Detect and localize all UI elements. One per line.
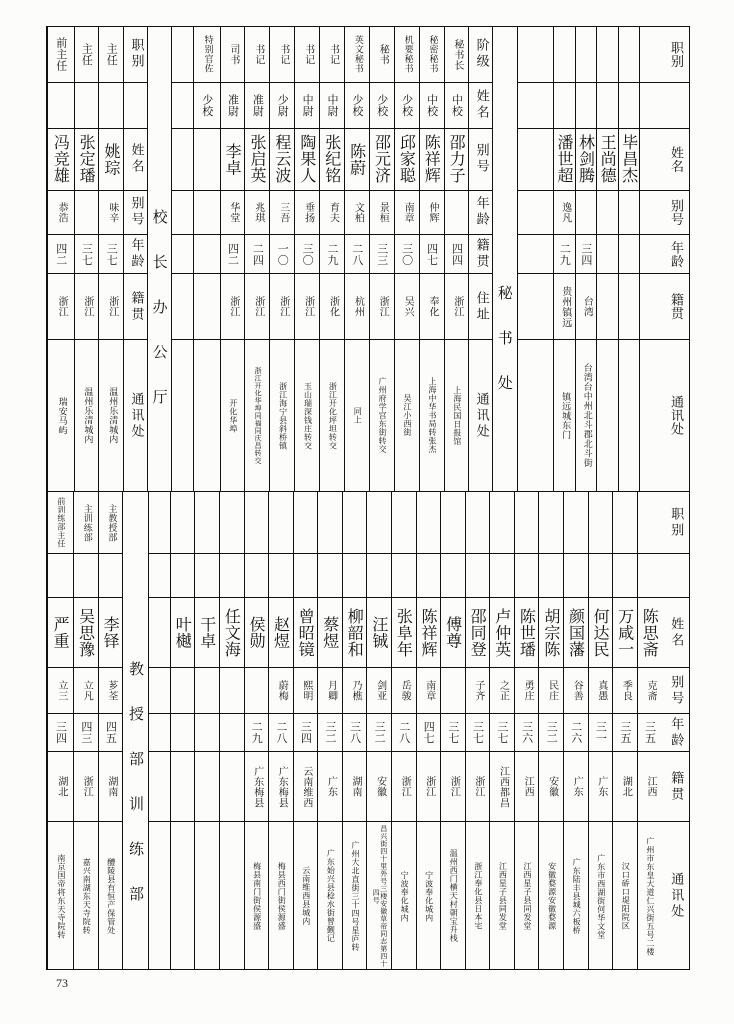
person-age: 二九 (250, 721, 264, 744)
person-name: 毕昌杰 (619, 134, 639, 184)
person-age: 三四 (299, 721, 313, 744)
person-alias: 三吾 (277, 201, 289, 223)
person-age: 三七 (471, 721, 485, 744)
person-alias: 立三 (55, 680, 67, 701)
person-alias: 南章 (402, 201, 414, 223)
person-alias: 仲辉 (427, 201, 439, 223)
header-label-title: 职别 (668, 506, 684, 539)
person-age: 三七 (105, 242, 119, 266)
person-alias: 之正 (497, 680, 509, 701)
person-address: 广州府学宫东街转交 (378, 377, 388, 454)
person-native: 广东梅县 (276, 765, 288, 808)
person-address: 宁波奉化城内 (400, 870, 410, 922)
person-alias: 逸凡 (559, 201, 571, 223)
person-name: 李铎 (101, 616, 121, 649)
person-name: 邱家聪 (397, 134, 417, 184)
person-age: 二八 (274, 721, 288, 744)
person-title: 书记 (302, 43, 314, 65)
column-person-cai-yu (317, 492, 342, 970)
person-alias: 克斋 (644, 680, 656, 701)
person-native: 杭州 (352, 296, 364, 318)
label-title: 职别 (128, 38, 144, 71)
person-name: 张阜年 (394, 607, 414, 658)
person-name: 潘世超 (554, 134, 574, 184)
page-number: 73 (56, 976, 68, 990)
person-age: 三〇 (400, 242, 414, 266)
person-rank: 准尉 (226, 93, 240, 117)
person-title: 司书 (227, 43, 239, 65)
person-name: 冯竞雄 (51, 134, 71, 184)
person-title: 主任 (105, 42, 119, 66)
roster-sheet (46, 26, 690, 970)
person-native: 江西都昌 (497, 765, 509, 808)
person-rank: 中校 (450, 93, 464, 117)
person-name: 任文海 (222, 607, 242, 658)
person-native: 浙江 (472, 776, 484, 797)
header-label-age: 年龄 (668, 240, 683, 268)
person-address: 开化华埠 (228, 398, 238, 433)
person-rank: 少校 (375, 93, 389, 117)
column-unit-teaching-training (122, 492, 148, 970)
person-title: 英文秘书 (352, 35, 363, 74)
person-rank: 准尉 (251, 93, 265, 117)
header-label-age: 年龄 (668, 716, 684, 749)
person-native: 云南维西 (300, 765, 312, 808)
person-native: 广东 (595, 776, 607, 797)
person-title: 特别官佐 (202, 35, 213, 74)
person-name: 陈祥辉 (422, 134, 442, 184)
person-native: 安徽 (374, 776, 386, 797)
person-alias: 华堂 (227, 201, 239, 223)
person-title: 秘书 (377, 43, 389, 65)
person-age: 三三 (375, 242, 389, 266)
column-labels-secretariat (468, 27, 491, 491)
person-alias: 南章 (423, 680, 435, 701)
roster-table-top (47, 27, 689, 492)
unit-label: 校 长 办 公 厅 (150, 209, 169, 411)
person-name: 陈世璠 (517, 607, 537, 658)
person-name: 李卓 (223, 142, 243, 176)
person-alias: 恭浩 (56, 201, 68, 223)
person-address: 江西星子县同发堂 (522, 862, 532, 930)
person-address: 上海中华书局转张杰 (427, 377, 437, 454)
person-name: 叶樾 (173, 616, 193, 649)
header-label-addr: 通讯处 (668, 395, 683, 436)
person-address: 浙江海宁县斜桥镇 (278, 381, 288, 450)
person-alias: 子齐 (472, 680, 484, 701)
person-name: 邵同登 (468, 607, 488, 658)
person-native: 贵州镇远 (559, 285, 571, 328)
column-person-li-zhuo (220, 27, 245, 491)
column-header-labels-bottom (661, 492, 689, 970)
column-person-shao-yuanji (369, 27, 394, 491)
person-title: 书记 (277, 43, 289, 65)
column-person-lin-jianteng (575, 27, 597, 491)
person-address: 云南维西县城内 (301, 866, 311, 926)
column-unit-principal-office (147, 27, 172, 491)
person-age: 三二 (373, 721, 387, 744)
column-person-wu-siyu (73, 492, 98, 970)
column-person-li-duo (98, 492, 123, 970)
column-person-tao-guoren (294, 27, 319, 491)
person-age: 三七 (80, 242, 94, 266)
column-spacer-bottom-1 (148, 492, 169, 970)
label-native: 籍贯 (128, 290, 144, 323)
person-name: 陶果人 (297, 134, 317, 184)
column-person-lu-zhongying (489, 492, 514, 970)
person-title: 主教授部 (106, 503, 117, 542)
column-person-yan-guofan (563, 492, 588, 970)
column-person-shao-tongdeng (465, 492, 490, 970)
person-native: 广东 (325, 776, 337, 797)
column-person-chen-sizhai (637, 492, 662, 970)
column-person-zhang-funian (391, 492, 416, 970)
person-address: 浙江开化坪坦转交 (328, 381, 338, 450)
person-address: 温州乐清城内 (82, 387, 93, 445)
column-person-hu-zongchen (538, 492, 563, 970)
label-title: 阶级 (473, 38, 489, 71)
column-person-shao-lizi (444, 27, 469, 491)
column-spacer-top-3 (171, 27, 193, 491)
person-title: 前主任 (54, 37, 68, 72)
person-address: 梅县南门街侯源盛 (252, 862, 262, 930)
person-age: 四二 (54, 242, 68, 266)
person-age: 三五 (618, 721, 632, 744)
person-alias: 乃樵 (350, 680, 362, 701)
column-person-ye-yue (170, 492, 195, 970)
person-native: 浙江 (106, 296, 118, 318)
person-alias: 兆琪 (252, 201, 264, 223)
person-age: 三四 (54, 721, 68, 744)
person-native: 台湾 (581, 296, 593, 318)
person-name: 严重 (51, 616, 71, 649)
person-name: 陈蔚 (347, 142, 367, 176)
person-age: 二四 (251, 242, 265, 266)
person-rank: 少校 (350, 93, 364, 117)
person-title: 秘书长 (451, 38, 463, 71)
person-age: 四二 (226, 242, 240, 266)
person-address: 吴江小西街 (403, 394, 413, 437)
person-address: 上海民国日报馆 (452, 385, 462, 446)
column-person-qiu-jiacong (394, 27, 419, 491)
column-spacer-top-1 (639, 27, 661, 491)
person-name: 陈思斋 (640, 607, 660, 658)
person-address: 镇远城东门 (560, 391, 571, 440)
person-alias: 季良 (620, 680, 632, 701)
person-age: 二九 (326, 242, 339, 266)
person-age: 二九 (558, 242, 572, 266)
person-address: 广东陆丰县城六板桥 (572, 857, 582, 935)
person-native: 浙江 (302, 296, 314, 318)
person-address: 宁波奉化城内 (424, 870, 434, 922)
person-native: 浙江 (252, 296, 264, 318)
column-person-gan-zhuo (194, 492, 219, 970)
column-person-chen-wei (344, 27, 369, 491)
person-alias: 蔚梅 (276, 680, 288, 701)
header-label-name: 姓名 (668, 145, 683, 173)
person-name: 张启英 (248, 134, 268, 184)
column-person-wan-xianyi (612, 492, 637, 970)
person-title: 秘密秘书 (427, 35, 438, 74)
column-person-hou-xun (244, 492, 269, 970)
label-addr: 通讯处 (473, 391, 489, 440)
person-address: 广东市西湖街何华文堂 (596, 853, 606, 939)
person-name: 赵煜 (271, 616, 291, 649)
person-age: 一〇 (276, 242, 290, 266)
column-person-yan-zhong (47, 492, 73, 970)
person-title: 机要秘书 (402, 35, 413, 74)
column-person-wang-cheng (366, 492, 391, 970)
column-labels-principal-office (123, 27, 146, 491)
person-name: 曾昭镜 (296, 607, 316, 658)
person-title: 书记 (252, 43, 264, 65)
person-address: 广东始兴县稔水街曾觐记 (326, 849, 336, 943)
person-native: 吴兴 (402, 296, 414, 318)
person-native: 湖北 (620, 776, 632, 797)
person-age: 三二 (323, 721, 337, 744)
person-name: 汪铖 (369, 616, 389, 649)
person-address: 同上 (353, 407, 363, 425)
person-name: 林剑腾 (576, 134, 596, 184)
person-address: 玉山瑞深钱庄转交 (303, 381, 313, 450)
person-age: 三二 (545, 721, 559, 744)
person-alias: 熙明 (300, 680, 312, 701)
column-person-zhao-yu (268, 492, 293, 970)
person-age: 三五 (643, 721, 657, 744)
person-alias: 育夫 (327, 201, 339, 223)
label-name: 姓名 (128, 143, 144, 176)
person-native: 广东梅县 (251, 765, 263, 808)
person-name: 姚琮 (102, 142, 121, 176)
person-alias: 芗荃 (105, 680, 117, 701)
header-label-native: 籍贯 (668, 293, 683, 321)
person-name: 邵力子 (447, 134, 467, 184)
person-alias: 真愚 (595, 680, 607, 701)
person-native: 江西 (522, 776, 534, 797)
column-header-labels-top (661, 27, 689, 491)
person-alias: 立凡 (81, 680, 93, 701)
person-native: 浙江 (399, 776, 411, 797)
person-title: 前训练部主任 (56, 497, 66, 548)
label-name: 别号 (473, 143, 489, 176)
column-person-ren-wenhai (219, 492, 244, 970)
label-rank: 姓名 (473, 89, 489, 122)
person-name: 万咸一 (615, 607, 635, 658)
column-person-zhang-dingfan (74, 27, 99, 491)
person-age: 二八 (350, 242, 364, 266)
person-alias: 谷善 (571, 680, 583, 701)
person-name: 傅尊 (443, 616, 463, 649)
column-person-zeng-zhaojing (293, 492, 318, 970)
person-address: 广州市东皇大道仁兴街五号二楼 (645, 836, 655, 956)
person-native: 浙化 (327, 296, 339, 318)
header-label-title: 职别 (668, 40, 683, 68)
person-rank: 中尉 (326, 93, 339, 117)
label-age: 籍贯 (473, 238, 489, 271)
header-label-name: 姓名 (668, 616, 684, 649)
column-special-officer (193, 27, 220, 491)
person-age: 三〇 (301, 242, 315, 266)
person-name: 张定璠 (77, 134, 97, 184)
person-native: 浙江 (81, 296, 93, 318)
person-native: 浙江 (377, 296, 389, 318)
label-alias: 别号 (128, 196, 144, 229)
person-name: 颜国藩 (566, 607, 586, 658)
person-address: 台湾台中州北斗郡北斗街 (581, 363, 592, 468)
person-name: 何达民 (591, 607, 611, 658)
column-unit-secretariat (492, 27, 517, 491)
person-age: 三八 (348, 721, 362, 744)
person-title: 主任 (80, 42, 94, 66)
header-label-native: 籍贯 (668, 770, 684, 803)
person-address: 浙江奉化县日本宅 (473, 862, 483, 930)
person-native: 奉化 (427, 296, 439, 318)
person-alias: 景桓 (377, 201, 389, 223)
person-native: 浙江 (423, 776, 435, 797)
person-native: 浙江 (451, 296, 463, 318)
person-name: 程云波 (272, 134, 292, 184)
person-native: 浙江 (227, 296, 239, 318)
person-alias: 垂扬 (302, 201, 314, 223)
person-native: 浙江 (277, 296, 289, 318)
person-name: 侯勋 (246, 616, 266, 649)
person-address: 温州乐清城内 (107, 387, 118, 445)
person-alias: 民庄 (546, 680, 558, 701)
person-name: 蔡煜 (320, 616, 340, 649)
column-person-chen-xianghui-bottom (416, 492, 441, 970)
label-addr: 通讯处 (128, 391, 144, 440)
person-address: 南京国帝将东天寺院转 (56, 853, 66, 939)
person-rank: 中校 (425, 93, 439, 117)
person-native: 广东 (571, 776, 583, 797)
person-alias: 月卿 (325, 680, 337, 701)
person-name: 吴思豫 (76, 607, 96, 658)
person-age: 四三 (79, 721, 93, 744)
column-person-pan-shichao (553, 27, 575, 491)
person-age: 四四 (450, 242, 464, 266)
person-name: 柳韶和 (345, 607, 365, 658)
person-address: 温州西门横天村朝宝升栈 (449, 849, 459, 943)
person-name: 张纪铭 (322, 134, 342, 184)
person-address: 汉口硚口堤阳院区 (621, 862, 631, 930)
person-name: 干卓 (197, 616, 217, 649)
column-person-liu-shaohe (342, 492, 367, 970)
person-alias: 文柏 (352, 201, 364, 223)
person-address: 瑞安马屿 (56, 396, 67, 435)
person-age: 三七 (446, 721, 460, 744)
person-alias: 剑亚 (374, 680, 386, 701)
person-address: 浙江开化华埠同福同庆昌转交 (254, 366, 263, 465)
column-person-zhang-qiying (244, 27, 269, 491)
person-address: 江西星子县同发堂 (498, 862, 508, 930)
person-rank: 少校 (200, 93, 214, 117)
person-address: 昌兴街四十里外号三楼安徽草帝同志第四十四号 (372, 824, 388, 968)
header-label-addr: 通讯处 (668, 872, 684, 920)
person-age: 三四 (579, 242, 593, 266)
person-name: 陈祥辉 (419, 607, 438, 658)
person-alias: 岳骏 (399, 680, 411, 701)
person-name: 胡宗陈 (541, 607, 561, 658)
person-native: 浙江 (81, 776, 93, 797)
roster-table-bottom (47, 492, 689, 970)
label-age: 年龄 (128, 238, 144, 271)
label-native: 住址 (473, 290, 489, 323)
person-address: 醴陵县有恒产保管处 (106, 857, 116, 935)
person-native: 湖南 (105, 776, 117, 797)
header-label-alias: 别号 (668, 674, 684, 707)
column-person-chen-xianghui-top (419, 27, 444, 491)
column-spacer-top-2 (517, 27, 553, 491)
column-person-fu-zun (440, 492, 465, 970)
person-native: 安徽 (546, 776, 558, 797)
person-name: 王尚德 (598, 134, 618, 184)
person-title: 主训练部 (81, 503, 92, 542)
person-native: 湖北 (55, 776, 67, 797)
person-age: 二六 (569, 721, 583, 744)
person-rank: 少校 (400, 93, 414, 117)
column-person-bi-changjie (618, 27, 640, 491)
unit-label: 秘 书 处 (495, 285, 514, 397)
unit-label: 教 授 部 训 练 部 (126, 661, 145, 907)
person-name: 邵元济 (372, 134, 392, 184)
person-address: 广州大北直街三十四号星庐转 (350, 840, 360, 952)
person-address: 嘉兴南湖东天寺院转 (82, 857, 92, 935)
column-person-yao-cong (98, 27, 123, 491)
person-age: 四五 (104, 721, 118, 744)
person-native: 浙江 (56, 296, 68, 318)
header-label-alias: 别号 (668, 198, 683, 226)
person-native: 浙江 (448, 776, 460, 797)
person-age: 四七 (422, 721, 436, 744)
person-age: 二八 (397, 721, 411, 744)
person-rank: 少尉 (276, 93, 290, 117)
label-alias: 年龄 (473, 196, 489, 229)
column-person-wang-shangde (596, 27, 618, 491)
person-address: 梅县西门街侯源盛 (277, 862, 287, 930)
column-person-cheng-yunbo (269, 27, 294, 491)
person-native: 湖南 (350, 776, 362, 797)
person-age: 四七 (425, 242, 439, 266)
person-name: 卢仲英 (492, 607, 512, 658)
person-address: 安徽婺源安徽婺源 (547, 862, 557, 930)
person-age: 三一 (594, 721, 608, 744)
person-alias: 味辛 (106, 201, 118, 223)
column-person-zhang-jiming (319, 27, 344, 491)
person-native: 江西 (644, 776, 656, 797)
person-title: 书记 (327, 43, 339, 65)
column-person-chen-shifan (514, 492, 539, 970)
person-alias: 勇庄 (522, 680, 534, 701)
column-person-he-damin (588, 492, 613, 970)
column-person-feng-jingxiong (47, 27, 74, 491)
person-rank: 中尉 (301, 93, 315, 117)
person-age: 三六 (520, 721, 534, 744)
person-age: 三七 (496, 721, 510, 744)
